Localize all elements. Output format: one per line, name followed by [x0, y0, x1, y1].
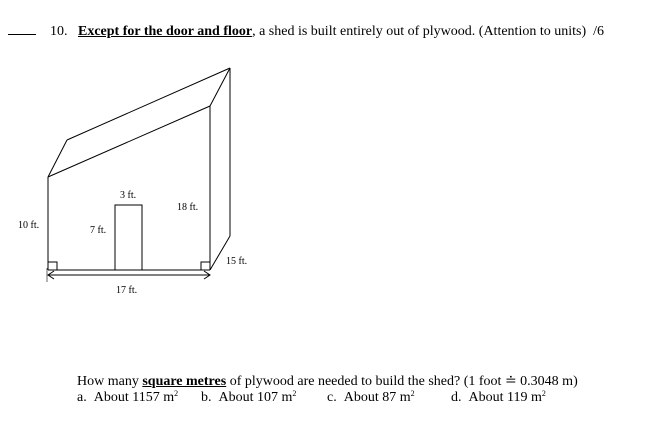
choice-exponent: 2 — [174, 389, 179, 398]
right-angle-right — [201, 262, 210, 270]
question-emphasis: Except for the door and floor — [78, 24, 253, 39]
question-number: 10. — [50, 24, 68, 39]
choice-text: About 1157 m — [93, 390, 175, 405]
question-text: , a shed is built entirely out of plywood. (Attention to units) — [252, 24, 587, 39]
choice-text: About 119 m — [468, 390, 542, 405]
answer-choices — [77, 390, 546, 406]
prompt-emphasis: square metres — [142, 374, 227, 389]
choice-a[interactable] — [77, 390, 201, 406]
choice-letter: b. — [201, 390, 212, 405]
prompt-tail: of plywood are needed to build the shed? (1 foot ≐ 0.3048 m) — [226, 374, 578, 389]
question-marks: /6 — [593, 24, 605, 39]
label-depth: 15 ft. — [226, 256, 248, 267]
roof-back-edge — [67, 68, 230, 140]
choice-text: About 107 m — [218, 390, 293, 405]
choice-letter: c. — [327, 390, 337, 405]
prompt-lead: How many — [77, 374, 143, 389]
choice-letter: d. — [451, 390, 462, 405]
choice-exponent: 2 — [541, 389, 546, 398]
door — [115, 205, 142, 270]
roof-right-slant — [210, 68, 230, 106]
choice-b[interactable] — [201, 390, 327, 406]
right-angle-left — [48, 262, 57, 270]
label-door-height: 7 ft. — [90, 225, 107, 236]
choice-c[interactable] — [327, 390, 451, 406]
front-roof-edge — [48, 106, 210, 177]
choice-exponent: 2 — [410, 389, 415, 398]
choice-text: About 87 m — [343, 390, 411, 405]
label-left-height: 10 ft. — [18, 220, 40, 231]
label-right-height: 18 ft. — [177, 202, 199, 213]
roof-left-slant — [48, 140, 67, 177]
choice-letter: a. — [77, 390, 87, 405]
question-prompt — [77, 373, 578, 390]
label-door-width: 3 ft. — [120, 190, 137, 201]
label-length: 17 ft. — [116, 285, 138, 296]
choice-d[interactable] — [451, 390, 546, 406]
choice-exponent: 2 — [292, 389, 297, 398]
